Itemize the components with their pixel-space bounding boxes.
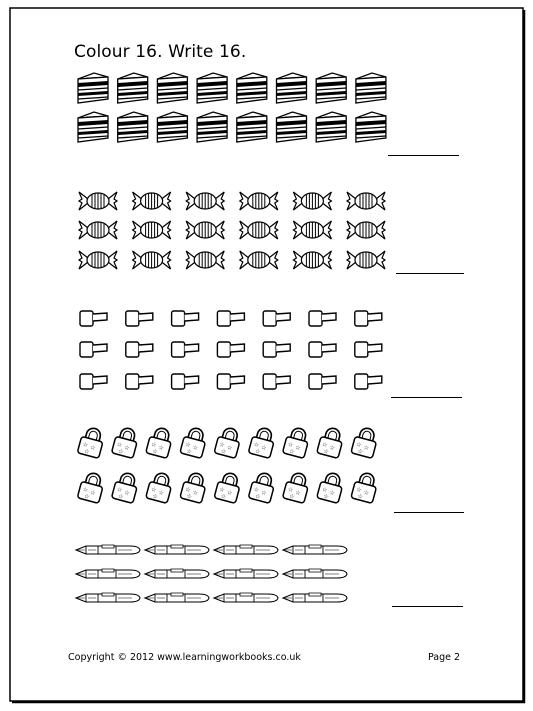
- svg-text:☆: ☆: [150, 485, 158, 495]
- padlock-icon[interactable]: [317, 426, 345, 459]
- answer-line-sweets[interactable]: [396, 273, 464, 274]
- cake-slice-icon[interactable]: [316, 112, 346, 142]
- svg-text:☆: ☆: [184, 440, 192, 450]
- wrapped-sweet-icon[interactable]: [133, 251, 171, 269]
- cake-slice-icon[interactable]: [356, 112, 386, 142]
- padlock-icon[interactable]: [111, 471, 139, 504]
- cake-slice-icon[interactable]: [237, 73, 267, 103]
- svg-text:☆: ☆: [191, 444, 199, 453]
- wrapped-sweet-icon[interactable]: [347, 251, 385, 269]
- padlock-icon[interactable]: [248, 426, 276, 459]
- wrapped-sweet-icon[interactable]: [293, 192, 331, 210]
- padlock-icon[interactable]: [351, 426, 379, 459]
- svg-text:☆: ☆: [219, 492, 227, 501]
- svg-text:☆: ☆: [356, 447, 364, 456]
- svg-text:☆: ☆: [157, 444, 165, 453]
- svg-text:☆: ☆: [294, 489, 302, 498]
- answer-line-pens[interactable]: [392, 606, 463, 607]
- svg-text:☆: ☆: [115, 440, 123, 450]
- padlock-icon[interactable]: [77, 471, 105, 504]
- pen-icon[interactable]: [145, 545, 209, 554]
- answer-line-padlocks[interactable]: [394, 512, 464, 513]
- pen-icon[interactable]: [283, 569, 347, 578]
- cake-slice-icon[interactable]: [118, 73, 148, 103]
- svg-text:☆: ☆: [81, 485, 89, 495]
- svg-text:☆: ☆: [117, 447, 125, 456]
- wrapped-sweet-icon[interactable]: [347, 221, 385, 239]
- pen-icon[interactable]: [76, 593, 140, 602]
- svg-text:☆: ☆: [260, 489, 268, 498]
- svg-text:☆: ☆: [321, 485, 329, 495]
- wrapped-sweet-icon[interactable]: [79, 192, 117, 210]
- measuring-scoop-icon[interactable]: [217, 311, 244, 326]
- svg-text:☆: ☆: [252, 485, 260, 495]
- svg-text:☆: ☆: [288, 492, 296, 501]
- answer-line-scoops[interactable]: [391, 397, 462, 398]
- wrapped-sweet-icon[interactable]: [186, 192, 224, 210]
- svg-text:☆: ☆: [328, 444, 336, 453]
- wrapped-sweet-icon[interactable]: [79, 251, 117, 269]
- pen-icon[interactable]: [283, 593, 347, 602]
- svg-text:☆: ☆: [322, 447, 330, 456]
- wrapped-sweet-icon[interactable]: [186, 221, 224, 239]
- svg-text:☆: ☆: [89, 489, 97, 498]
- pen-icon[interactable]: [145, 593, 209, 602]
- svg-text:☆: ☆: [218, 440, 226, 450]
- answer-line-cakes[interactable]: [388, 155, 459, 156]
- cake-slice-icon[interactable]: [197, 73, 227, 103]
- padlock-icon[interactable]: [180, 471, 208, 504]
- svg-text:☆: ☆: [288, 447, 296, 456]
- svg-text:☆: ☆: [322, 492, 330, 501]
- cake-slice-icon[interactable]: [197, 112, 227, 142]
- cake-slice-icon[interactable]: [356, 73, 386, 103]
- cake-slice-icon[interactable]: [78, 112, 108, 142]
- wrapped-sweet-icon[interactable]: [347, 192, 385, 210]
- svg-text:☆: ☆: [218, 485, 226, 495]
- svg-text:☆: ☆: [362, 444, 370, 453]
- svg-text:☆: ☆: [225, 444, 234, 453]
- padlock-icon[interactable]: [351, 471, 379, 504]
- svg-text:☆: ☆: [362, 489, 370, 498]
- svg-text:☆: ☆: [117, 492, 125, 501]
- svg-text:☆: ☆: [191, 489, 199, 498]
- measuring-scoop-icon[interactable]: [309, 342, 336, 357]
- wrapped-sweet-icon[interactable]: [79, 221, 117, 239]
- measuring-scoop-icon[interactable]: [355, 374, 382, 389]
- pen-icon[interactable]: [214, 545, 278, 554]
- svg-text:☆: ☆: [185, 492, 193, 501]
- svg-text:☆: ☆: [356, 492, 364, 501]
- padlock-icon[interactable]: [146, 426, 174, 459]
- padlock-icon[interactable]: [282, 426, 310, 459]
- pen-icon[interactable]: [145, 569, 209, 578]
- svg-text:☆: ☆: [286, 440, 294, 450]
- svg-text:☆: ☆: [83, 492, 91, 501]
- cake-slice-icon[interactable]: [277, 112, 307, 142]
- measuring-scoop-icon[interactable]: [126, 342, 153, 357]
- padlock-icon[interactable]: [282, 471, 310, 504]
- padlock-icon[interactable]: [248, 471, 276, 504]
- pen-icon[interactable]: [214, 593, 278, 602]
- measuring-scoop-icon[interactable]: [80, 374, 107, 389]
- svg-text:☆: ☆: [260, 444, 268, 453]
- svg-text:☆: ☆: [123, 489, 131, 498]
- measuring-scoop-icon[interactable]: [126, 311, 153, 326]
- measuring-scoop-icon[interactable]: [263, 342, 290, 357]
- copyright-notice: Copyright © 2012 www.learningworkbooks.co.uk: [68, 652, 301, 663]
- wrapped-sweet-icon[interactable]: [240, 251, 278, 269]
- worksheet-instruction: Colour 16. Write 16.: [74, 42, 247, 62]
- svg-text:☆: ☆: [83, 447, 91, 456]
- padlock-icon[interactable]: [214, 471, 242, 504]
- svg-text:☆: ☆: [294, 444, 302, 453]
- svg-text:☆: ☆: [355, 440, 363, 450]
- pen-icon[interactable]: [214, 569, 278, 578]
- svg-text:☆: ☆: [254, 447, 262, 456]
- padlock-icon[interactable]: [317, 471, 345, 504]
- wrapped-sweet-icon[interactable]: [133, 192, 171, 210]
- cake-slice-icon[interactable]: [277, 73, 307, 103]
- cake-slice-icon[interactable]: [157, 73, 187, 103]
- cake-slice-icon[interactable]: [157, 112, 187, 142]
- padlock-icon[interactable]: [111, 426, 139, 459]
- measuring-scoop-icon[interactable]: [355, 311, 382, 326]
- cake-slice-icon[interactable]: [237, 112, 267, 142]
- cake-slice-icon[interactable]: [118, 112, 148, 142]
- measuring-scoop-icon[interactable]: [172, 311, 199, 326]
- pen-icon[interactable]: [283, 545, 347, 554]
- pen-icon[interactable]: [76, 569, 140, 578]
- svg-text:☆: ☆: [185, 447, 193, 456]
- wrapped-sweet-icon[interactable]: [240, 192, 278, 210]
- svg-text:☆: ☆: [81, 440, 89, 450]
- svg-text:☆: ☆: [254, 492, 262, 501]
- wrapped-sweet-icon[interactable]: [293, 251, 331, 269]
- measuring-scoop-icon[interactable]: [309, 374, 336, 389]
- svg-text:☆: ☆: [115, 485, 123, 495]
- svg-text:☆: ☆: [219, 447, 227, 456]
- wrapped-sweet-icon[interactable]: [293, 221, 331, 239]
- wrapped-sweet-icon[interactable]: [240, 221, 278, 239]
- padlock-icon[interactable]: [77, 426, 105, 459]
- pen-icon[interactable]: [76, 545, 140, 554]
- svg-text:☆: ☆: [321, 440, 329, 450]
- svg-text:☆: ☆: [89, 444, 97, 453]
- padlock-icon[interactable]: [146, 471, 174, 504]
- measuring-scoop-icon[interactable]: [217, 374, 244, 389]
- measuring-scoop-icon[interactable]: [126, 374, 153, 389]
- svg-text:☆: ☆: [225, 489, 234, 498]
- svg-text:☆: ☆: [184, 485, 192, 495]
- cake-slice-icon[interactable]: [78, 73, 108, 103]
- padlock-icon[interactable]: [214, 426, 242, 459]
- padlock-icon[interactable]: [180, 426, 208, 459]
- measuring-scoop-icon[interactable]: [80, 342, 107, 357]
- measuring-scoop-icon[interactable]: [263, 311, 290, 326]
- wrapped-sweet-icon[interactable]: [186, 251, 224, 269]
- measuring-scoop-icon[interactable]: [172, 374, 199, 389]
- measuring-scoop-icon[interactable]: [263, 374, 290, 389]
- measuring-scoop-icon[interactable]: [172, 342, 199, 357]
- svg-text:☆: ☆: [151, 447, 159, 456]
- svg-text:☆: ☆: [252, 440, 260, 450]
- svg-text:☆: ☆: [157, 489, 165, 498]
- measuring-scoop-icon[interactable]: [355, 342, 382, 357]
- measuring-scoop-icon[interactable]: [309, 311, 336, 326]
- cake-slice-icon[interactable]: [316, 73, 346, 103]
- page-number: Page 2: [428, 652, 461, 663]
- svg-text:☆: ☆: [151, 492, 159, 501]
- measuring-scoop-icon[interactable]: [217, 342, 244, 357]
- svg-text:☆: ☆: [123, 444, 131, 453]
- wrapped-sweet-icon[interactable]: [133, 221, 171, 239]
- svg-text:☆: ☆: [355, 485, 363, 495]
- svg-text:☆: ☆: [328, 489, 336, 498]
- measuring-scoop-icon[interactable]: [80, 311, 107, 326]
- svg-text:☆: ☆: [286, 485, 294, 495]
- svg-text:☆: ☆: [150, 440, 158, 450]
